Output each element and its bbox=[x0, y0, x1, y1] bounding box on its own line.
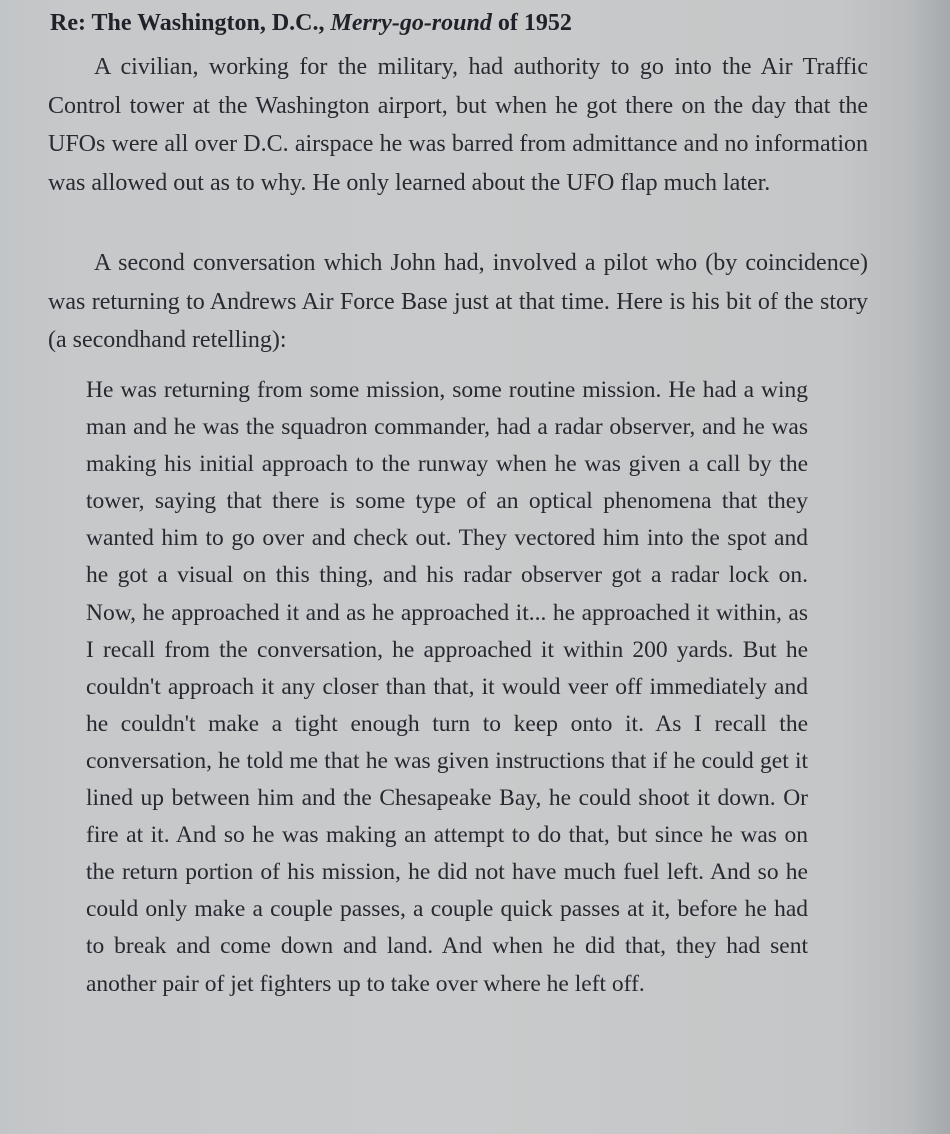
heading-prefix: Re: The Washington, D.C., bbox=[50, 10, 331, 36]
paragraph-text: A second conversation which John had, involved a pilot who (by coincidence) was returning to Andrews Air Force Base just at that time. Here is his bit of the story (a secondhand retelling): bbox=[48, 250, 868, 354]
paragraph-civilian bbox=[48, 48, 868, 202]
paragraph-text: A civilian, working for the military, had authority to go into the Air Traffic Control tower at the Washington airport, but when he got there on the day that the UFOs were all over D.C. airspace he was barred from admittance and no information was allowed out as to why. He only learned about the UFO flap much later. bbox=[48, 54, 868, 196]
heading-suffix: of 1952 bbox=[491, 10, 572, 36]
page-edge-shadow bbox=[910, 0, 950, 1134]
heading-italic-title: Merry-go-round bbox=[330, 10, 492, 36]
paragraph-second-conversation bbox=[48, 244, 868, 360]
block-quote-pilot-story: He was returning from some mission, some routine mission. He had a wing man and he was the squadron commander, had a radar observer, and he was making his initial approach to the runway when he was given a call by the tower, saying that there is some type of an optical phenomena that they wanted him to go over and check out. They vectored him into the spot and he got a visual on this thing, and his radar observer got a radar lock on. Now, he approached it and as he approached it... he approached it within, as I recall from the conversation, he approached it within 200 yards. But he couldn't approach it any closer than that, it would veer off immediately and he couldn't make a tight enough turn to keep onto it. As I recall the conversation, he told me that he was given instructions that if he could get it lined up between him and the Chesapeake Bay, he could shoot it down. Or fire at it. And so he was making an attempt to do that, but since he was on the return portion of his mission, he did not have much fuel left. And so he could only make a couple passes, a couple quick passes at it, before he had to break and come down and land. And when he did that, they had sent another pair of jet fighters up to take over where he left off. bbox=[86, 377, 808, 997]
section-heading bbox=[50, 10, 572, 37]
